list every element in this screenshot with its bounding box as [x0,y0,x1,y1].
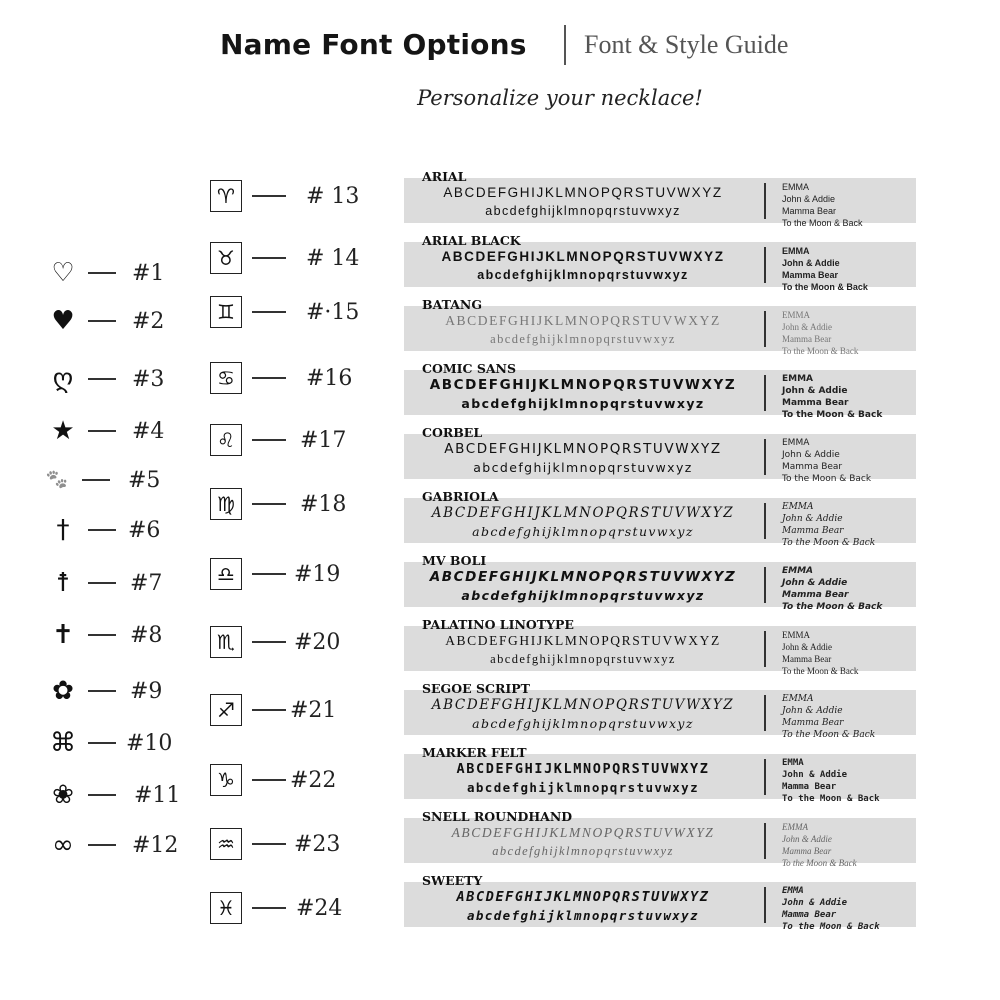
font-sample-band [404,370,916,420]
leader-dash [252,709,286,711]
sample-divider [764,311,766,347]
zodiac-option [210,178,360,214]
symbol-option [46,618,163,652]
zodiac-option [210,890,343,926]
page-title: Name Font Options [220,28,527,61]
font-name: GABRIOLA [422,489,499,504]
name-sample: John & Addie [782,386,848,396]
name-sample: To the Moon & Back [782,730,876,740]
zodiac-number: # 14 [306,245,360,271]
uppercase-alphabet: ABCDEFGHIJKLMNOPQRSTUVWXYZ [451,825,715,840]
lowercase-alphabet: abcdefghijklmnopqrstuvwxyz [485,204,681,218]
font-option-row [404,742,918,804]
font-sample-band [404,306,916,356]
name-sample: Mamma Bear [782,718,844,728]
font-sample-band [404,690,916,740]
font-option-row [404,870,918,932]
symbol-option [46,304,165,338]
symbol-option [46,513,161,547]
uppercase-alphabet: ABCDEFGHIJKLMNOPQRSTUVWXYZ [429,377,737,393]
scorpio-icon: ♏︎ [210,626,242,658]
font-option-row [404,614,918,676]
sample-divider [764,887,766,923]
font-sample-band [404,498,916,548]
virgo-icon: ♍︎ [210,488,242,520]
name-samples [782,757,914,805]
symbol-number: #9 [130,678,163,704]
name-samples [782,885,914,933]
zodiac-number: #23 [294,831,341,857]
leader-dash [252,503,286,505]
zodiac-option [210,826,341,862]
heart-outline-icon: ♡ [51,258,75,288]
font-sample-band [404,754,916,804]
name-samples [782,629,914,677]
name-samples [782,821,914,869]
font-option-row [404,358,918,420]
sample-divider [764,247,766,283]
name-sample: John & Addie [782,194,836,204]
uppercase-alphabet: ABCDEFGHIJKLMNOPQRSTUVWXYZ [456,889,710,905]
name-sample: EMMA [782,374,814,384]
name-samples [782,245,914,293]
leader-dash [252,779,286,781]
leader-dash [88,742,116,744]
symbol-option [46,778,181,812]
symbol-number: #6 [128,517,161,543]
zodiac-number: #18 [300,491,347,517]
font-option-row [404,806,918,868]
gemini-icon: ♊︎ [210,296,242,328]
zodiac-number: #22 [290,767,337,793]
font-name: SNELL ROUNDHAND [422,809,573,824]
name-sample: EMMA [782,694,814,704]
name-sample: Mamma Bear [782,526,844,536]
name-sample: EMMA [782,310,811,320]
heart-solid-icon: ♥ [51,306,75,336]
font-name: SWEETY [422,873,483,888]
font-sample-band [404,242,916,292]
aquarius-icon: ♒︎ [210,828,242,860]
leader-dash [88,690,116,692]
aries-icon: ♈︎ [210,180,242,212]
leader-dash [252,311,286,313]
font-name: ARIAL [422,169,467,184]
zodiac-option [210,360,353,396]
symbol-number: #5 [128,467,161,493]
sample-divider [764,823,766,859]
name-sample: Mamma Bear [782,462,843,472]
sample-divider [764,183,766,219]
capricorn-icon: ♑︎ [210,764,242,796]
pisces-icon: ♓︎ [210,892,242,924]
cancer-icon: ♋︎ [210,362,242,394]
name-sample: EMMA [782,822,808,832]
symbol-option [46,726,173,760]
font-name: COMIC SANS [422,361,517,376]
font-name: BATANG [422,297,482,312]
name-samples [782,565,914,613]
ornate-cross-icon: ☨ [55,568,71,598]
zodiac-option [210,240,360,276]
font-name: CORBEL [422,425,483,440]
symbol-number: #7 [130,570,163,596]
symbol-option [46,828,179,862]
name-sample: EMMA [782,630,811,640]
name-samples [782,309,914,357]
title-divider [564,25,566,65]
leader-dash [88,430,116,432]
name-sample: EMMA [782,502,814,512]
sample-divider [764,567,766,603]
symbol-number: #4 [132,418,165,444]
libra-icon: ♎︎ [210,558,242,590]
sample-divider [764,695,766,731]
uppercase-alphabet: ABCDEFGHIJKLMNOPQRSTUVWXYZ [443,185,723,200]
uppercase-alphabet: ABCDEFGHIJKLMNOPQRSTUVWXYZ [431,505,735,521]
name-sample: To the Moon & Back [782,794,880,804]
flower-icon: ✿ [52,676,74,706]
font-option-row [404,550,918,612]
page-subtitle: Font & Style Guide [584,30,789,59]
name-sample: Mamma Bear [782,910,837,920]
uppercase-alphabet: ABCDEFGHIJKLMNOPQRSTUVWXYZ [444,441,722,457]
leader-dash [88,320,116,322]
leader-dash [252,843,286,845]
font-name: MARKER FELT [422,745,527,760]
lowercase-alphabet: abcdefghijklmnopqrstuvwxyz [490,652,676,666]
name-sample: EMMA [782,246,810,256]
leader-dash [252,439,286,441]
uppercase-alphabet: ABCDEFGHIJKLMNOPQRSTUVWXYZ [431,697,735,713]
leo-icon: ♌︎ [210,424,242,456]
name-sample: John & Addie [782,578,848,588]
zodiac-number: #17 [300,427,347,453]
font-name: ARIAL BLACK [422,233,521,248]
leader-dash [252,641,286,643]
name-sample: EMMA [782,182,809,192]
symbol-option [46,256,165,290]
zodiac-number: #·15 [306,299,360,325]
lowercase-alphabet: abcdefghijklmnopqrstuvwxyz [490,332,676,346]
zodiac-option [210,624,341,660]
zodiac-option [210,556,341,592]
font-sample-band [404,562,916,612]
font-option-row [404,486,918,548]
name-sample: Mamma Bear [782,590,849,600]
symbol-option [46,414,165,448]
name-sample: John & Addie [782,834,832,844]
name-sample: EMMA [782,758,804,768]
font-sample-band [404,818,916,868]
sample-divider [764,759,766,795]
leader-dash [252,907,286,909]
leader-dash [88,529,116,531]
symbol-option [40,463,161,497]
name-sample: Mamma Bear [782,334,832,344]
name-sample: Mamma Bear [782,270,839,280]
lowercase-alphabet: abcdefghijklmnopqrstuvwxyz [466,780,700,795]
font-sample-band [404,882,916,932]
name-sample: Mamma Bear [782,398,849,408]
leader-dash [88,794,116,796]
leader-dash [88,272,116,274]
zodiac-number: #21 [290,697,337,723]
lowercase-alphabet: abcdefghijklmnopqrstuvwxyz [461,396,705,411]
name-sample: To the Moon & Back [782,282,868,292]
leader-dash [88,844,116,846]
symbol-number: #2 [132,308,165,334]
daisy-icon: ❀ [52,780,74,810]
zodiac-number: #24 [296,895,343,921]
leader-dash [88,634,116,636]
page-header [0,22,1000,72]
name-sample: Mamma Bear [782,654,832,664]
zodiac-option [210,422,347,458]
name-sample: John & Addie [782,770,848,780]
outline-cross-icon: ✝ [52,620,74,650]
zodiac-option [210,762,337,798]
lowercase-alphabet: abcdefghijklmnopqrstuvwxyz [492,844,674,858]
name-samples [782,373,914,421]
zodiac-number: # 13 [306,183,360,209]
name-sample: John & Addie [782,450,840,460]
name-sample: Mamma Bear [782,782,837,792]
uppercase-alphabet: ABCDEFGHIJKLMNOPQRSTUVWXYZ [445,633,721,648]
zodiac-option [210,692,337,728]
name-samples [782,181,914,229]
name-sample: To the Moon & Back [782,346,859,356]
leader-dash [252,377,286,379]
symbol-option [46,362,165,396]
name-sample: Mamma Bear [782,206,837,216]
tagline: Personalize your necklace! [417,86,703,110]
symbol-number: #10 [126,730,173,756]
name-samples [782,501,914,549]
taurus-icon: ♉︎ [210,242,242,274]
font-option-row [404,422,918,484]
font-name: PALATINO LINOTYPE [422,617,574,632]
name-sample: John & Addie [782,514,843,524]
name-sample: To the Moon & Back [782,218,863,228]
lowercase-alphabet: abcdefghijklmnopqrstuvwxyz [472,524,694,539]
symbol-number: #12 [132,832,179,858]
paw-prints-icon: 🐾 [45,469,69,490]
symbol-option [46,674,163,708]
name-samples [782,693,914,741]
curly-heart-icon: ღ [52,364,74,394]
sample-divider [764,631,766,667]
symbol-number: #1 [132,260,165,286]
symbol-number: #3 [132,366,165,392]
zodiac-number: #16 [306,365,353,391]
leader-dash [88,378,116,380]
uppercase-alphabet: ABCDEFGHIJKLMNOPQRSTUVWXYZ [445,313,721,328]
uppercase-alphabet: ABCDEFGHIJKLMNOPQRSTUVWXYZ [441,249,725,264]
symbol-number: #11 [134,782,181,808]
font-sample-band [404,626,916,676]
sample-divider [764,439,766,475]
name-sample: To the Moon & Back [782,602,883,612]
clover-icon: ⌘ [50,728,76,758]
lowercase-alphabet: abcdefghijklmnopqrstuvwxyz [473,460,693,475]
font-name: MV BOLI [422,553,487,568]
name-sample: John & Addie [782,258,840,268]
leader-dash [252,573,286,575]
zodiac-option [210,294,360,330]
name-sample: John & Addie [782,898,848,908]
leader-dash [82,479,110,481]
name-sample: To the Moon & Back [782,858,857,868]
name-sample: Mamma Bear [782,846,832,856]
font-option-row [404,166,918,228]
sagittarius-icon: ♐︎ [210,694,242,726]
name-sample: To the Moon & Back [782,410,883,420]
name-sample: John & Addie [782,706,843,716]
font-option-row [404,230,918,292]
leader-dash [88,582,116,584]
leader-dash [252,195,286,197]
star-icon: ★ [51,416,75,446]
name-samples [782,437,914,485]
name-sample: John & Addie [782,322,833,332]
zodiac-option [210,486,347,522]
leader-dash [252,257,286,259]
name-sample: EMMA [782,886,804,896]
name-sample: To the Moon & Back [782,474,872,484]
uppercase-alphabet: ABCDEFGHIJKLMNOPQRSTUVWXYZ [456,761,710,777]
lowercase-alphabet: abcdefghijklmnopqrstuvwxyz [472,716,694,731]
symbol-option [46,566,163,600]
uppercase-alphabet: ABCDEFGHIJKLMNOPQRSTUVWXYZ [429,569,737,585]
infinity-icon: ∞ [52,830,74,860]
zodiac-number: #20 [294,629,341,655]
name-sample: EMMA [782,566,814,576]
sample-divider [764,503,766,539]
lowercase-alphabet: abcdefghijklmnopqrstuvwxyz [477,268,689,282]
sample-divider [764,375,766,411]
font-sample-band [404,434,916,484]
zodiac-number: #19 [294,561,341,587]
symbol-number: #8 [130,622,163,648]
name-sample: EMMA [782,438,810,448]
font-option-row [404,294,918,356]
name-sample: To the Moon & Back [782,922,880,932]
name-sample: To the Moon & Back [782,538,876,548]
cross-icon: † [56,515,70,545]
lowercase-alphabet: abcdefghijklmnopqrstuvwxyz [461,588,705,603]
font-sample-band [404,178,916,228]
font-option-row [404,678,918,740]
name-sample: John & Addie [782,642,833,652]
font-name: SEGOE SCRIPT [422,681,530,696]
name-sample: To the Moon & Back [782,666,859,676]
lowercase-alphabet: abcdefghijklmnopqrstuvwxyz [466,908,700,923]
